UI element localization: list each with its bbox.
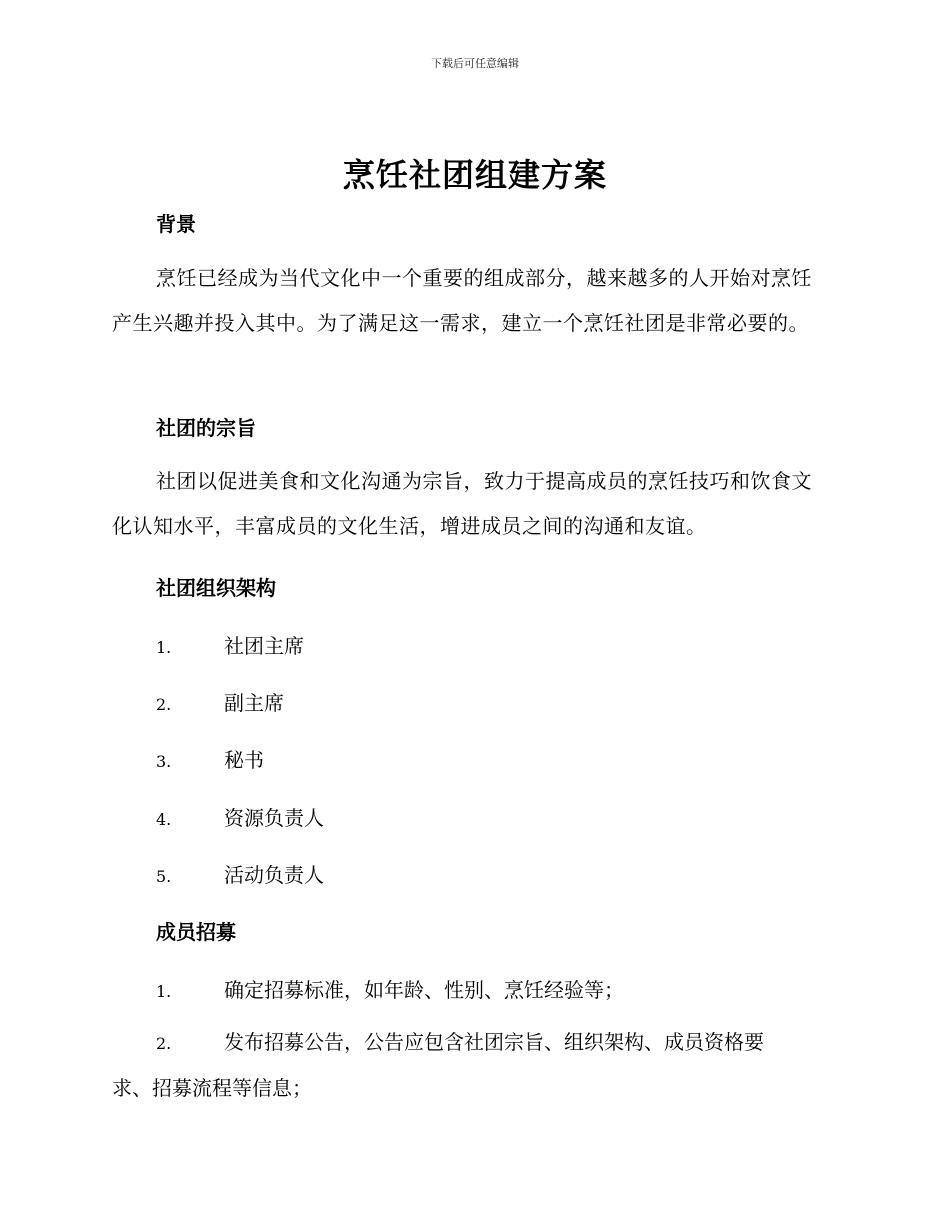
list-item [156,802,324,831]
list-number: 2. [156,695,172,714]
list-item [156,687,284,716]
list-item [156,974,624,1003]
list-item [156,744,264,773]
list-text: 资源负责人 [224,806,324,830]
list-text-continuation: 求、招募流程等信息； [112,1076,312,1100]
paragraph-background: 烹饪已经成为当代文化中一个重要的组成部分，越来越多的人开始对烹饪产生兴趣并投入其中。为了满足这一需求，建立一个烹饪社团是非常必要的。 [112,266,812,335]
list-item [156,859,324,888]
list-text: 活动负责人 [224,863,324,887]
heading-purpose: 社团的宗旨 [156,416,256,440]
list-item [156,630,304,659]
heading-recruit: 成员招募 [156,920,236,944]
heading-structure: 社团组织架构 [156,576,276,600]
list-number: 5. [156,867,172,886]
list-text: 副主席 [224,691,284,715]
paragraph-purpose: 社团以促进美食和文化沟通为宗旨，致力于提高成员的烹饪技巧和饮食文化认知水平，丰富成员的文化生活，增进成员之间的沟通和友谊。 [112,469,812,538]
list-number: 1. [156,982,172,1001]
list-text: 秘书 [224,748,264,772]
document-title: 烹饪社团组建方案 [342,156,607,194]
list-number: 1. [156,638,172,657]
list-text: 确定招募标准，如年龄、性别、烹饪经验等； [224,978,624,1002]
heading-background: 背景 [156,212,196,236]
list-text: 发布招募公告，公告应包含社团宗旨、组织架构、成员资格要 [224,1030,764,1054]
list-number: 2. [156,1034,172,1053]
list-number: 4. [156,810,172,829]
list-text: 社团主席 [224,634,304,658]
header-note: 下载后可任意编辑 [431,57,519,70]
list-item [112,1020,832,1111]
list-number: 3. [156,752,172,771]
